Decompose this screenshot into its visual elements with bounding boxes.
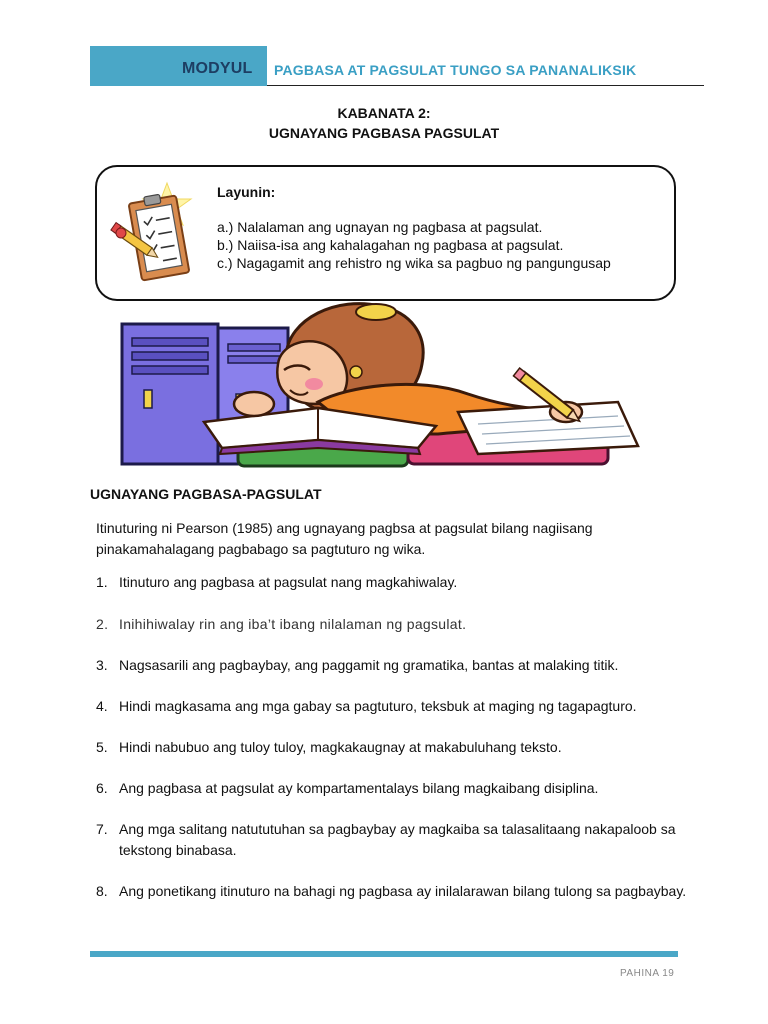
chapter-number: KABANATA 2: (337, 105, 431, 121)
list-item-text: Ang ponetikang itinuturo na bahagi ng pagbasa ay inilalarawan bilang tulong sa pagbaybay. (119, 883, 687, 899)
objectives-box (95, 165, 676, 301)
list-item-number: 5. (96, 739, 108, 755)
list-item-text: Ang mga salitang natututuhan sa pagbaybay ay magkaiba sa talasalitaang nakapaloob sa tekstong binabasa. (119, 821, 676, 858)
list-item-text: Nagsasarili ang pagbaybay, ang paggamit ng gramatika, bantas at malaking titik. (119, 657, 619, 673)
chapter-title: UGNAYANG PAGBASA PAGSULAT (268, 125, 500, 141)
objective-item: b.) Naiisa-isa ang kahalagahan ng pagbasa at pagsulat. (217, 237, 564, 253)
list-item-number: 3. (96, 657, 108, 673)
objective-item: c.) Nagagamit ang rehistro ng wika sa pagbuo ng pangungusap (217, 255, 611, 271)
module-label: MODYUL (182, 60, 253, 77)
list-item-text: Inihihiwalay rin ang iba’t ibang nilalaman ng pagsulat. (119, 616, 467, 632)
list-item (96, 572, 696, 593)
footer-accent-bar (90, 951, 678, 957)
list-item (96, 737, 696, 758)
list-item (96, 696, 696, 717)
list-item-text: Hindi magkasama ang mga gabay sa pagtuturo, teksbuk at maging ng tagapagturo. (119, 698, 637, 714)
girl-reading-illustration (118, 298, 654, 470)
list-item (96, 778, 696, 799)
clipboard-checklist-icon (107, 177, 197, 287)
list-item (96, 881, 696, 902)
list-item-number: 8. (96, 883, 108, 899)
module-header (90, 46, 704, 86)
list-item-number: 1. (96, 574, 108, 590)
list-item (96, 655, 696, 676)
list-item-text: Ang pagbasa at pagsulat ay kompartamentalays bilang magkaibang disiplina. (119, 780, 599, 796)
list-item-number: 6. (96, 780, 108, 796)
list-item-text: Hindi nabubuo ang tuloy tuloy, magkakaugnay at makabuluhang teksto. (119, 739, 562, 755)
objective-item: a.) Nalalaman ang ugnayan ng pagbasa at pagsulat. (217, 219, 543, 235)
objectives-heading: Layunin: (217, 184, 276, 200)
list-item-text: Itinuturo ang pagbasa at pagsulat nang magkahiwalay. (119, 574, 458, 590)
list-item (96, 819, 696, 861)
section-heading: UGNAYANG PAGBASA-PAGSULAT (90, 486, 322, 502)
intro-paragraph: Itinuturing ni Pearson (1985) ang ugnayang pagbsa at pagsulat bilang nagiisang pinakamahalagang pagbabago sa pagtuturo ng wika. (96, 520, 593, 557)
list-item-number: 2. (96, 616, 109, 632)
list-item-number: 4. (96, 698, 108, 714)
module-title: PAGBASA AT PAGSULAT TUNGO SA PANANALIKSIK (274, 62, 637, 78)
list-item-number: 7. (96, 821, 108, 837)
page-number: PAHINA 19 (620, 968, 675, 979)
list-item (96, 614, 696, 635)
